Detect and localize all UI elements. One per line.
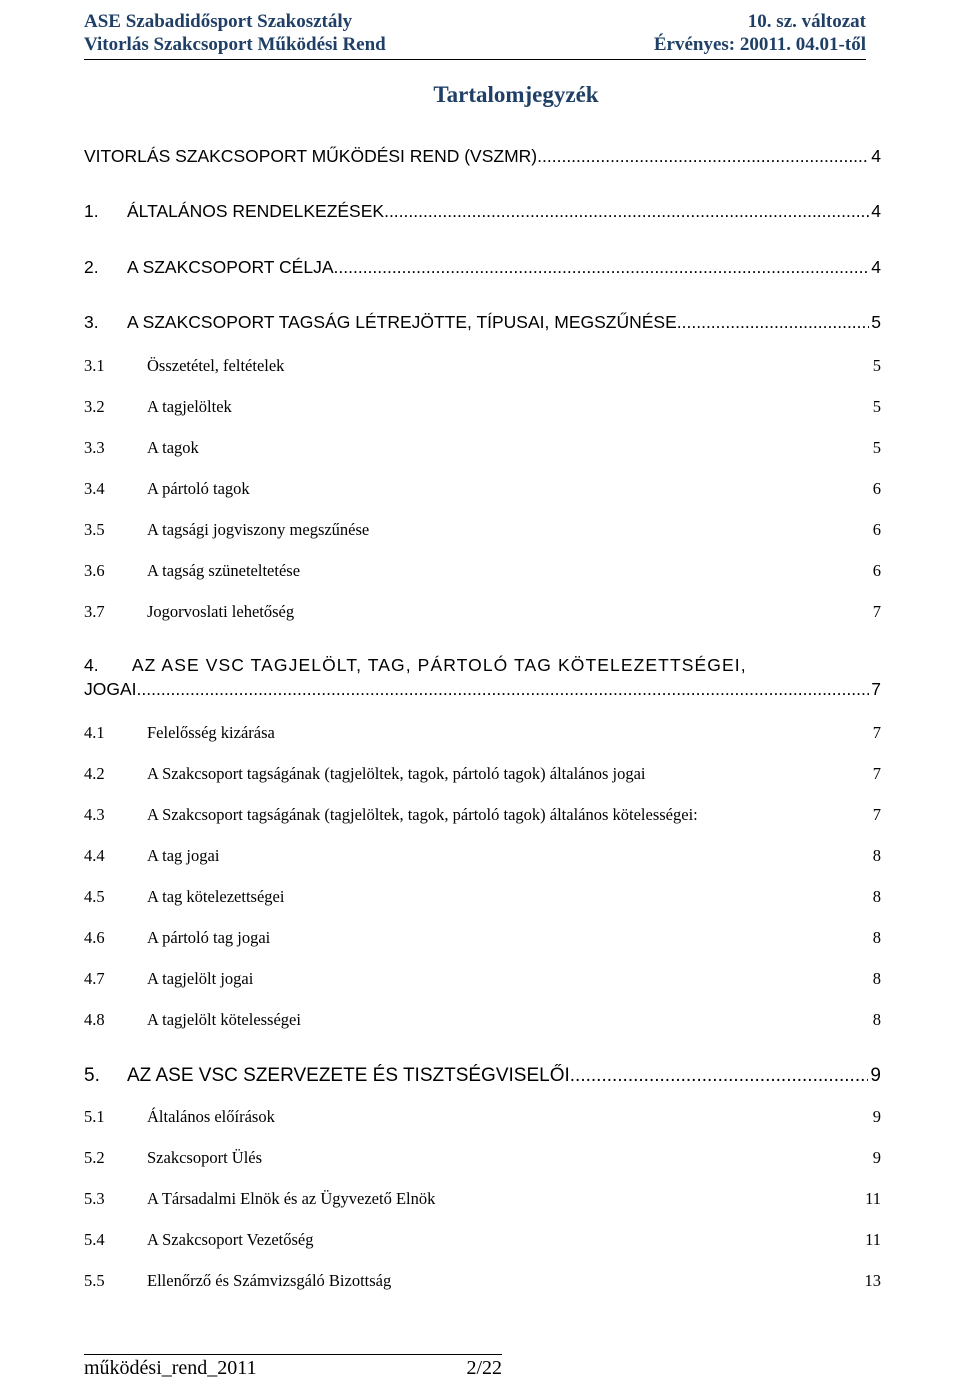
toc-label: A tag jogai: [147, 846, 220, 865]
toc-number: 1.: [84, 201, 99, 221]
toc-label: Ellenőrző és Számvizsgáló Bizottság: [147, 1271, 392, 1290]
toc-number: 3.2: [84, 397, 105, 416]
toc-entry-4-6[interactable]: [84, 928, 881, 948]
toc-label: A Szakcsoport tagságának (tagjelöltek, tagok, pártoló tagok) általános kötelességei:: [147, 805, 698, 824]
toc-entry-3-4[interactable]: [84, 479, 881, 499]
toc-label: A pártoló tag jogai: [147, 928, 271, 947]
toc-label: ÁLTALÁNOS RENDELKEZÉSEK: [127, 201, 385, 221]
toc-page: 8: [872, 846, 881, 865]
header-document-name: Vitorlás Szakcsoport Működési Rend: [84, 34, 386, 55]
toc-label: A Szakcsoport Vezetőség: [147, 1230, 314, 1249]
toc-number: 3.5: [84, 520, 105, 539]
toc-entry-5-3[interactable]: [84, 1189, 881, 1209]
toc-page: 5: [872, 356, 881, 375]
toc-entry-4-5[interactable]: [84, 887, 881, 907]
toc-entry-3-7[interactable]: [84, 602, 881, 622]
toc-number: 4.8: [84, 1010, 105, 1029]
toc-entry-3-5[interactable]: [84, 520, 881, 540]
toc-page: 7: [872, 764, 881, 783]
toc-page: 5: [872, 438, 881, 457]
header-version: 10. sz. változat: [747, 11, 866, 32]
toc-entry-4-7[interactable]: [84, 969, 881, 989]
toc-number: 3.3: [84, 438, 105, 457]
toc-label: A tag kötelezettségei: [147, 887, 285, 906]
toc-leader-dots: [384, 201, 869, 222]
toc-number: 4.7: [84, 969, 105, 988]
toc-entry-3-2[interactable]: [84, 397, 881, 417]
toc-entry-4-1[interactable]: [84, 723, 881, 743]
toc-entry-3-3[interactable]: [84, 438, 881, 458]
toc-page: 4: [871, 257, 881, 277]
toc-number: 2.: [84, 257, 99, 277]
toc-label: Felelősség kizárása: [147, 723, 275, 742]
toc-number: 5.: [84, 1065, 100, 1086]
toc-entry-1[interactable]: [84, 201, 881, 222]
toc-entry-5-2[interactable]: [84, 1148, 881, 1168]
toc-page: 7: [872, 723, 881, 742]
toc-label-continued: JOGAI: [84, 679, 137, 699]
toc-page: 6: [872, 561, 881, 580]
toc-number: 3.6: [84, 561, 105, 580]
toc-entry-3-1[interactable]: [84, 356, 881, 376]
page-header: [84, 10, 866, 60]
toc-label: VITORLÁS SZAKCSOPORT MŰKÖDÉSI REND (VSZMR): [84, 146, 538, 166]
toc-page: 7: [872, 805, 881, 824]
toc-number: 4.6: [84, 928, 105, 947]
toc-label-line1: [84, 653, 881, 677]
toc-page: 9: [872, 1107, 881, 1126]
toc-label: Jogorvoslati lehetőség: [147, 602, 295, 621]
toc-label: Általános előírások: [147, 1107, 275, 1126]
toc-entry-5-4[interactable]: [84, 1230, 881, 1250]
toc-label: A tagok: [147, 438, 199, 457]
toc-page: 6: [872, 479, 881, 498]
toc-number: 5.1: [84, 1107, 105, 1126]
toc-label: A tagjelölt kötelességei: [147, 1010, 301, 1029]
toc-label: A tagság szüneteltetése: [147, 561, 301, 580]
toc-page: 6: [872, 520, 881, 539]
toc-page: 11: [865, 1189, 881, 1208]
footer-page-number: 2/22: [466, 1357, 502, 1379]
toc-entry-2[interactable]: [84, 257, 881, 278]
toc-entry-4-2[interactable]: [84, 764, 881, 784]
toc-page: 8: [872, 928, 881, 947]
toc-page: 5: [871, 312, 881, 332]
toc-label: A Társadalmi Elnök és az Ügyvezető Elnök: [147, 1189, 436, 1208]
toc-entry-5-5[interactable]: [84, 1271, 881, 1291]
toc-label: A pártoló tagok: [147, 479, 250, 498]
toc-number: 5.5: [84, 1271, 105, 1290]
toc-entry-4-8[interactable]: [84, 1010, 881, 1030]
toc-entry-4-3[interactable]: [84, 805, 881, 825]
toc-leader-dots: [537, 146, 869, 167]
toc-number: 4.4: [84, 846, 105, 865]
header-validity: Érvényes: 20011. 04.01-től: [653, 34, 866, 55]
toc-label: Összetétel, feltételek: [147, 356, 285, 375]
toc-leader-dots: [677, 312, 870, 333]
toc-number: 3.7: [84, 602, 105, 621]
toc-entry-vszmr[interactable]: [84, 146, 881, 167]
toc-leader-dots: [570, 1065, 869, 1087]
toc-leader-dots: [137, 677, 870, 701]
toc-number: 5.3: [84, 1189, 105, 1208]
toc-label: A Szakcsoport tagságának (tagjelöltek, tagok, pártoló tagok) általános jogai: [147, 764, 646, 783]
toc-number: 3.4: [84, 479, 105, 498]
toc-page: 9: [872, 1148, 881, 1167]
toc-label: A SZAKCSOPORT CÉLJA: [127, 257, 334, 277]
toc-page: 5: [872, 397, 881, 416]
toc-label: AZ ASE VSC TAGJELÖLT, TAG, PÁRTOLÓ TAG KÖTELEZETTSÉGEI,: [131, 655, 747, 675]
toc-label: A tagjelölt jogai: [147, 969, 254, 988]
toc-label: A tagsági jogviszony megszűnése: [147, 520, 370, 539]
toc-number: 4.: [84, 655, 99, 675]
toc-page: 11: [865, 1230, 881, 1249]
toc-page: 7: [872, 602, 881, 621]
page-footer: [84, 1354, 502, 1380]
toc-page: 8: [872, 969, 881, 988]
toc-page: 7: [871, 679, 881, 699]
toc-number: 4.3: [84, 805, 105, 824]
toc-number: 4.1: [84, 723, 105, 742]
toc-number: 3.1: [84, 356, 105, 375]
toc-label: A tagjelöltek: [147, 397, 232, 416]
toc-page: 4: [871, 201, 881, 221]
toc-entry-4[interactable]: [84, 653, 881, 701]
page-title: Tartalomjegyzék: [433, 82, 599, 107]
toc-page: 4: [871, 146, 881, 166]
toc-label-line2: [84, 677, 881, 701]
toc-entry-3-6[interactable]: [84, 561, 881, 581]
toc-page: 13: [864, 1271, 881, 1290]
toc-entry-4-4[interactable]: [84, 846, 881, 866]
toc-number: 3.: [84, 312, 99, 332]
toc-label: AZ ASE VSC SZERVEZETE ÉS TISZTSÉGVISELŐI: [127, 1065, 570, 1086]
toc-page: 9: [870, 1065, 881, 1086]
toc-label: Szakcsoport Ülés: [147, 1148, 263, 1167]
toc-entry-5-1[interactable]: [84, 1107, 881, 1127]
toc-number: 4.5: [84, 887, 105, 906]
toc-number: 5.4: [84, 1230, 105, 1249]
toc-entry-5[interactable]: [84, 1065, 881, 1087]
footer-filename: működési_rend_2011: [84, 1357, 257, 1379]
toc-page: 8: [872, 887, 881, 906]
toc-page: 8: [872, 1010, 881, 1029]
toc-label: A SZAKCSOPORT TAGSÁG LÉTREJÖTTE, TÍPUSAI, MEGSZŰNÉSE: [127, 312, 677, 332]
toc-entry-3[interactable]: [84, 312, 881, 333]
toc-number: 4.2: [84, 764, 105, 783]
header-organization: ASE Szabadidősport Szakosztály: [84, 11, 353, 32]
toc-number: 5.2: [84, 1148, 105, 1167]
toc-leader-dots: [334, 257, 870, 278]
